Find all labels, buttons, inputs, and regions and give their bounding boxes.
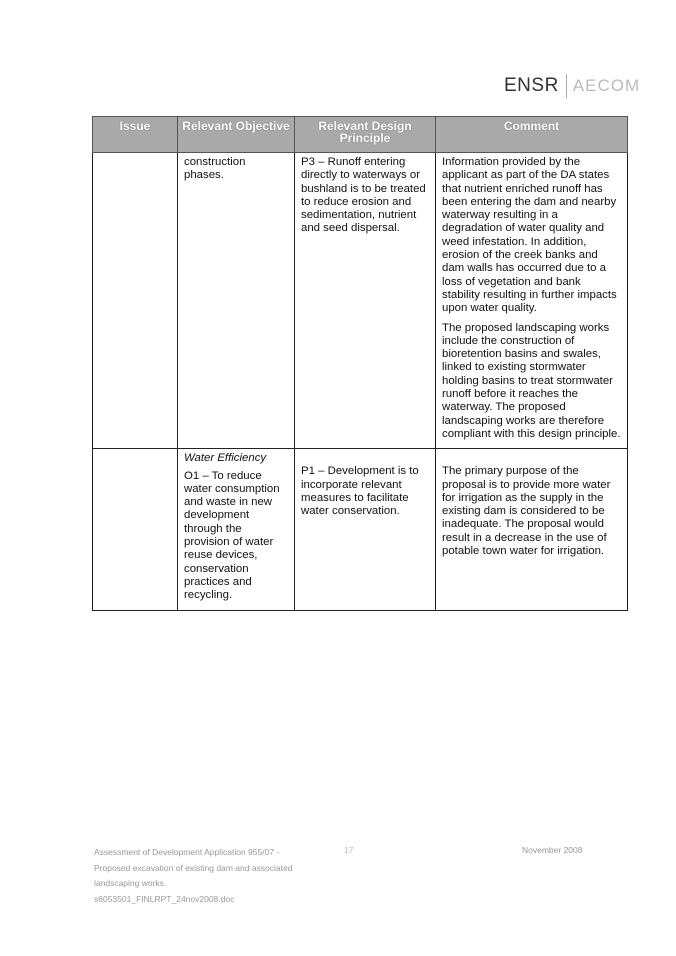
cell-comment [436, 449, 628, 610]
comment-paragraph: Information provided by the applicant as part of the DA states that nutrient enriched runoff has been entering the dam and nearby waterway resulting in a degradation of water quality and weed infestation. In addition, erosion of the creek banks and dam walls has occurred due to a loss of vegetation and bank stability resulting in further impacts upon water quality. [442, 156, 617, 315]
footer-date: November 2008 [522, 845, 583, 855]
footer-line: Proposed excavation of existing dam and associated [94, 862, 293, 873]
objective-heading: Water Efficiency [184, 452, 267, 465]
company-logo [504, 73, 640, 99]
footer-filename: s6053501_FINLRPT_24nov2008.doc [94, 893, 235, 904]
cell-issue [93, 449, 178, 610]
header-issue: Issue [93, 117, 178, 153]
objective-text: O1 – To reduce water consumption and waste in new development through the provision of water reuse devices, conservation practices and recycling. [184, 469, 280, 602]
cell-comment [436, 153, 628, 449]
principle-text: P3 – Runoff entering directly to waterways or bushland is to be treated to reduce erosion and sedimentation, nutrient and seed dispersal. [301, 156, 426, 235]
logo-ensr: ENSR [504, 75, 559, 96]
footer-line: landscaping works. [94, 878, 167, 888]
table-row [93, 449, 628, 610]
comment-paragraph: The proposed landscaping works include the construction of bioretention basins and swales, linked to existing stormwater holding basins to treat stormwater runoff before it reaches the waterway. The proposed landscaping works are therefore compliant with this design principle. [442, 321, 621, 440]
page-number: 17 [344, 845, 354, 855]
table-header-row [93, 117, 628, 153]
assessment-table [92, 116, 628, 611]
cell-objective [178, 449, 295, 610]
principle-text: P1 – Development is to incorporate relevant measures to facilitate water conservation. [301, 465, 419, 518]
objective-text: construction phases. [184, 156, 246, 182]
comment-text: The primary purpose of the proposal is to provide more water for irrigation as the supply in the existing dam is considered to be inadequate. The proposal would result in a decrease in the use of potable town water for irrigation. [442, 465, 611, 558]
cell-principle [295, 449, 436, 610]
header-comment: Comment [436, 117, 628, 153]
header-relevant-design-principle: Relevant Design Principle [295, 117, 436, 153]
cell-spacer [301, 452, 429, 465]
logo-aecom: AECOM [572, 76, 641, 95]
table-row [93, 153, 628, 449]
cell-issue [93, 153, 178, 449]
cell-spacer [442, 452, 621, 465]
cell-objective [178, 153, 295, 449]
footer-line: Assessment of Development Application 955/07 - [94, 847, 280, 857]
logo-divider [566, 74, 567, 98]
cell-principle [295, 153, 436, 449]
header-relevant-objective: Relevant Objective [178, 117, 295, 153]
document-footer [94, 845, 292, 907]
